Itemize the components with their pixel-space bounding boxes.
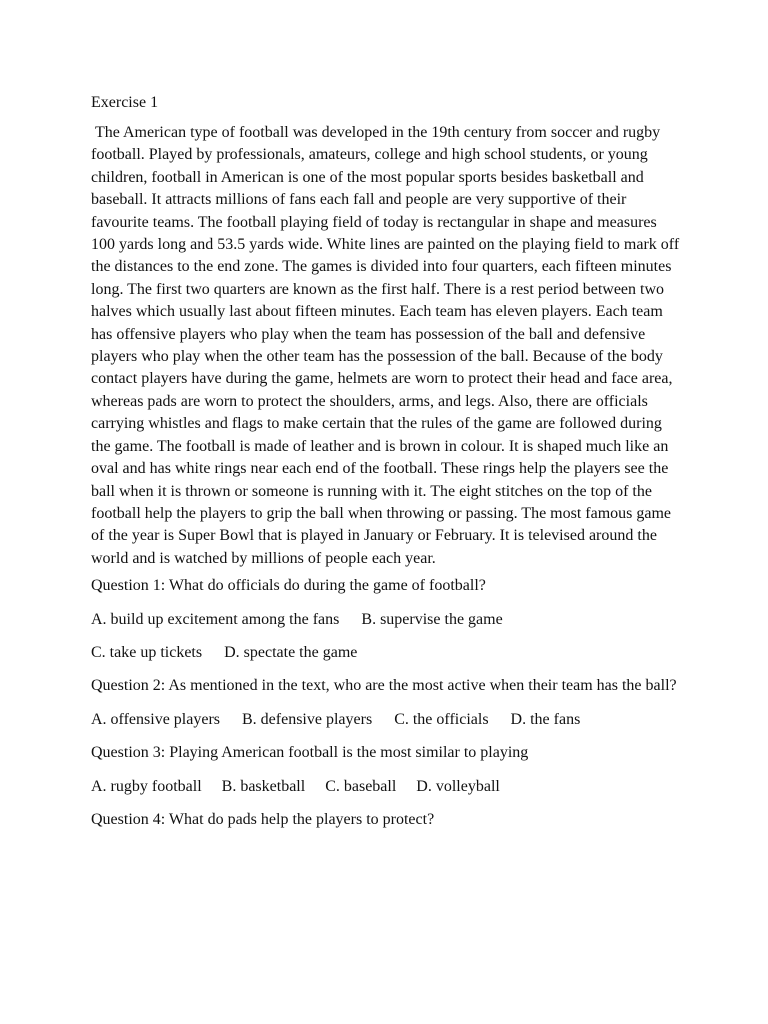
document-page [91, 90, 683, 842]
question-3-option-b: B. basketball [221, 777, 306, 795]
question-2-options [91, 709, 683, 731]
question-4: Question 4: What do pads help the players to protect? [91, 810, 435, 828]
question-1-option-d: D. spectate the game [224, 643, 358, 661]
question-1-option-b: B. supervise the game [361, 610, 503, 628]
reading-passage: The American type of football was developed in the 19th century from soccer and rugby football. Played by professionals, amateurs, college and high school students, or young children, football in American is one of the most popular sports besides basketball and baseball. It attracts millions of fans each fall and people are very supportive of their favourite teams. The football playing field of today is rectangular in shape and measures 100 yards long and 53.5 yards wide. White lines are painted on the playing field to mark off the distances to the end zone. The games is divided into four quarters, each fifteen minutes long. The first two quarters are known as the first half. There is a rest period between two halves which usually last about fifteen minutes. Each team has eleven players. Each team has offensive players who play when the team has possession of the ball and defensive players who play when the other team has the possession of the ball. Because of the body contact players have during the game, helmets are worn to protect their head and face area, whereas pads are worn to protect the shoulders, arms, and legs. Also, there are officials carrying whistles and flags to make certain that the rules of the game are followed during the game. The football is made of leather and is brown in colour. It is shaped much like an oval and has white rings near each end of the football. These rings help the players see the ball when it is thrown or someone is running with it. The eight stitches on the top of the football help the players to grip the ball when throwing or passing. The most famous game of the year is Super Bowl that is played in January or February. It is televised around the world and is watched by millions of people each year. [91, 124, 684, 567]
question-2-option-a: A. offensive players [91, 710, 220, 728]
question-2-option-c: C. the officials [394, 710, 489, 728]
question-2-option-d: D. the fans [510, 710, 581, 728]
question-1-options-row-1 [91, 609, 683, 631]
question-1: Question 1: What do officials do during the game of football? [91, 577, 486, 595]
question-3-option-d: D. volleyball [416, 777, 500, 795]
exercise-title: Exercise 1 [91, 94, 159, 111]
question-1-option-a: A. build up excitement among the fans [91, 610, 340, 628]
question-1-options-row-2 [91, 642, 683, 664]
question-1-option-c: C. take up tickets [91, 643, 203, 661]
question-2-option-b: B. defensive players [242, 710, 373, 728]
question-3-options [91, 776, 683, 798]
question-3-option-c: C. baseball [325, 777, 397, 795]
question-2: Question 2: As mentioned in the text, who are the most active when their team has the ball? [91, 677, 677, 695]
question-3-option-a: A. rugby football [91, 777, 202, 795]
question-3: Question 3: Playing American football is the most similar to playing [91, 744, 529, 762]
